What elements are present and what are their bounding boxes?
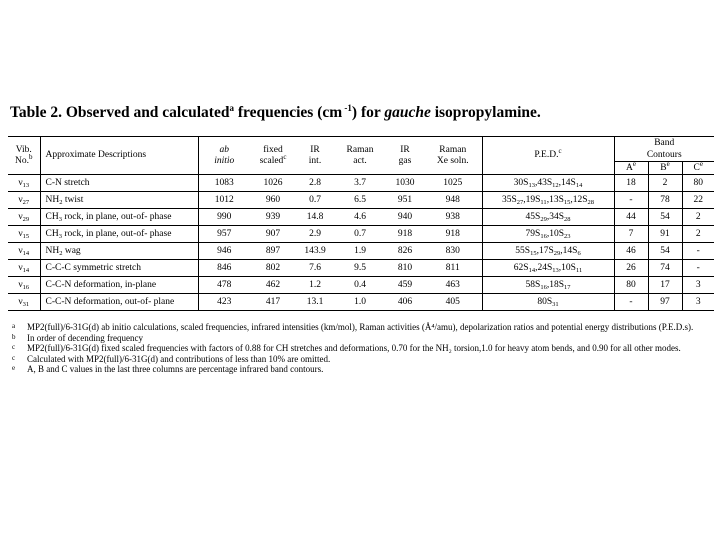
band-c-cell: - [682, 260, 714, 277]
band-a-cell: 7 [614, 226, 648, 243]
description-cell: C-C-N deformation, in-plane [40, 277, 198, 294]
desc-header: Approximate Descriptions [40, 137, 198, 175]
band-c-cell: 2 [682, 209, 714, 226]
footnote [12, 354, 712, 365]
raman-act-cell: 6.5 [334, 192, 386, 209]
table-body [8, 175, 714, 311]
ped-header: P.E.D.$^c$ [482, 137, 614, 175]
raman-act-cell: 4.6 [334, 209, 386, 226]
band-c-cell: 3 [682, 294, 714, 311]
vib-no-cell: $\nu_{29}$ [8, 209, 40, 226]
table-row [8, 192, 714, 209]
raman-xe-cell: 463 [424, 277, 482, 294]
ab-initio-cell: 846 [198, 260, 250, 277]
description-cell: $CH_3$ rock, in plane, out-of- phase [40, 209, 198, 226]
table-row [8, 175, 714, 192]
table-title: Table 2. Observed and calculated$^a$ frequencies (cm $^{-1}$) for gauche isopropylamine. [10, 102, 541, 121]
description-cell: $NH_2$ twist [40, 192, 198, 209]
description-cell: $CH_3$ rock, in plane, out-of- phase [40, 226, 198, 243]
vib-no-cell: $\nu_{16}$ [8, 277, 40, 294]
footnote-mark: c [12, 353, 16, 362]
ped-cell: $35S_{27},19S_{11},13S_{15},12S_{28}$ [482, 192, 614, 209]
ir-int-cell: 13.1 [296, 294, 334, 311]
fixed-scaled-cell: 462 [250, 277, 296, 294]
b-header: $B^e$ [648, 162, 682, 175]
ped-cell: $80S_{31}$ [482, 294, 614, 311]
raman-act-cell: 0.7 [334, 226, 386, 243]
raman-xe-cell: 918 [424, 226, 482, 243]
band-a-cell: 46 [614, 243, 648, 260]
description-cell: C-C-N deformation, out-of- plane [40, 294, 198, 311]
fixed-scaled-cell: 939 [250, 209, 296, 226]
footnote-text: MP2(full)/6-31G(d) fixed scaled frequencies with factors of 0.88 for CH stretches and deformations, 0.70 for the NH₂ torsion,1.0 for heavy atom bends, and 0.90 for all other modes. [27, 343, 681, 353]
ir-int-cell: 2.9 [296, 226, 334, 243]
ir-gas-cell: 940 [386, 209, 424, 226]
a-header: $A^e$ [614, 162, 648, 175]
ir-gas-cell: 810 [386, 260, 424, 277]
raman-act-cell: 0.4 [334, 277, 386, 294]
ir-gas-cell: 459 [386, 277, 424, 294]
band-a-cell: 44 [614, 209, 648, 226]
vib-no-header: Vib. No.$^b$ [8, 137, 40, 175]
fixed-scaled-header: fixed scaled$^c$ [250, 137, 296, 175]
band-b-cell: 78 [648, 192, 682, 209]
ir-int-header: IR int. [296, 137, 334, 175]
ped-cell: $55S_{15},17S_{29},14S_6$ [482, 243, 614, 260]
band-b-cell: 2 [648, 175, 682, 192]
band-a-cell: 18 [614, 175, 648, 192]
vib-no-cell: $\nu_{15}$ [8, 226, 40, 243]
band-a-cell: - [614, 294, 648, 311]
footnote-text: Calculated with MP2(full)/6-31G(d) and contributions of less than 10% are omitted. [27, 353, 331, 364]
band-b-cell: 54 [648, 243, 682, 260]
footnote-mark: c [12, 343, 16, 351]
raman-xe-cell: 938 [424, 209, 482, 226]
raman-xe-header: Raman Xe soln. [424, 137, 482, 175]
footnote [12, 343, 712, 354]
raman-xe-cell: 405 [424, 294, 482, 311]
vib-no-cell: $\nu_{31}$ [8, 294, 40, 311]
ped-cell: $30S_{13},43S_{12},14S_{14}$ [482, 175, 614, 192]
band-a-cell: 80 [614, 277, 648, 294]
ir-gas-cell: 1030 [386, 175, 424, 192]
band-c-cell: 22 [682, 192, 714, 209]
table-row [8, 294, 714, 311]
band-c-cell: 2 [682, 226, 714, 243]
ir-gas-cell: 951 [386, 192, 424, 209]
vib-no-cell: $\nu_{14}$ [8, 260, 40, 277]
vib-no-cell: $\nu_{27}$ [8, 192, 40, 209]
ped-cell: $45S_{29},34S_{28}$ [482, 209, 614, 226]
band-a-cell: 26 [614, 260, 648, 277]
ped-cell: $79S_{16},10S_{23}$ [482, 226, 614, 243]
raman-act-header: Raman act. [334, 137, 386, 175]
raman-act-cell: 9.5 [334, 260, 386, 277]
vib-no-cell: $\nu_{13}$ [8, 175, 40, 192]
ir-int-cell: 1.2 [296, 277, 334, 294]
footnote [12, 333, 712, 344]
ir-int-cell: 143.9 [296, 243, 334, 260]
band-b-cell: 17 [648, 277, 682, 294]
ped-cell: $58S_{16},18S_{17}$ [482, 277, 614, 294]
c-header: Ce [682, 162, 714, 175]
table-row [8, 243, 714, 260]
band-b-cell: 54 [648, 209, 682, 226]
fixed-scaled-cell: 802 [250, 260, 296, 277]
fixed-scaled-cell: 960 [250, 192, 296, 209]
ab-initio-cell: 990 [198, 209, 250, 226]
frequency-table [8, 136, 714, 311]
footnote-mark: b [12, 332, 16, 341]
ir-gas-cell: 918 [386, 226, 424, 243]
raman-act-cell: 1.0 [334, 294, 386, 311]
footnote-text: In order of decending frequency [27, 332, 143, 343]
fixed-scaled-cell: 907 [250, 226, 296, 243]
description-cell: $NH_2$ wag [40, 243, 198, 260]
footnote-text: A, B and C values in the last three columns are percentage infrared band contours. [27, 364, 324, 374]
band-c-cell: - [682, 243, 714, 260]
footnote [12, 364, 712, 375]
footnote-text: MP2(full)/6-31G(d) ab initio calculations, scaled frequencies, infrared intensities (km/mol), Raman activities (Å⁴/amu), depolarization ratios and potential energy distributions (P.E.D.s). [27, 322, 694, 332]
ir-int-cell: 0.7 [296, 192, 334, 209]
table-row [8, 209, 714, 226]
ab-initio-cell: 1012 [198, 192, 250, 209]
raman-act-cell: 3.7 [334, 175, 386, 192]
band-header: Band [614, 137, 714, 150]
ir-gas-cell: 826 [386, 243, 424, 260]
ab-initio-cell: 423 [198, 294, 250, 311]
description-cell: C-N stretch [40, 175, 198, 192]
table-row [8, 260, 714, 277]
fixed-scaled-cell: 1026 [250, 175, 296, 192]
raman-xe-cell: 811 [424, 260, 482, 277]
fixed-scaled-cell: 417 [250, 294, 296, 311]
ir-int-cell: 2.8 [296, 175, 334, 192]
footnote [12, 322, 712, 333]
ir-gas-cell: 406 [386, 294, 424, 311]
band-a-cell: - [614, 192, 648, 209]
raman-xe-cell: 1025 [424, 175, 482, 192]
ab-initio-cell: 478 [198, 277, 250, 294]
ir-int-cell: 14.8 [296, 209, 334, 226]
fixed-scaled-cell: 897 [250, 243, 296, 260]
raman-xe-cell: 830 [424, 243, 482, 260]
table-header [8, 137, 714, 175]
ir-gas-header: IR gas [386, 137, 424, 175]
table-row [8, 226, 714, 243]
ped-cell: $62S_{14},24S_{13},10S_{11}$ [482, 260, 614, 277]
band-b-cell: 74 [648, 260, 682, 277]
footnotes [12, 322, 712, 375]
vib-no-cell: $\nu_{14}$ [8, 243, 40, 260]
ab-initio-cell: 946 [198, 243, 250, 260]
table-row [8, 277, 714, 294]
band-b-cell: 97 [648, 294, 682, 311]
raman-xe-cell: 948 [424, 192, 482, 209]
ab-initio-cell: 1083 [198, 175, 250, 192]
ab-initio-cell: 957 [198, 226, 250, 243]
band-c-cell: 3 [682, 277, 714, 294]
band-c-cell: 80 [682, 175, 714, 192]
footnote-mark: a [12, 322, 16, 330]
raman-act-cell: 1.9 [334, 243, 386, 260]
ir-int-cell: 7.6 [296, 260, 334, 277]
description-cell: C-C-C symmetric stretch [40, 260, 198, 277]
band-b-cell: 91 [648, 226, 682, 243]
contours-header: Contours [614, 149, 714, 162]
footnote-mark: e [12, 364, 16, 372]
ab-initio-header: ab initio [198, 137, 250, 175]
